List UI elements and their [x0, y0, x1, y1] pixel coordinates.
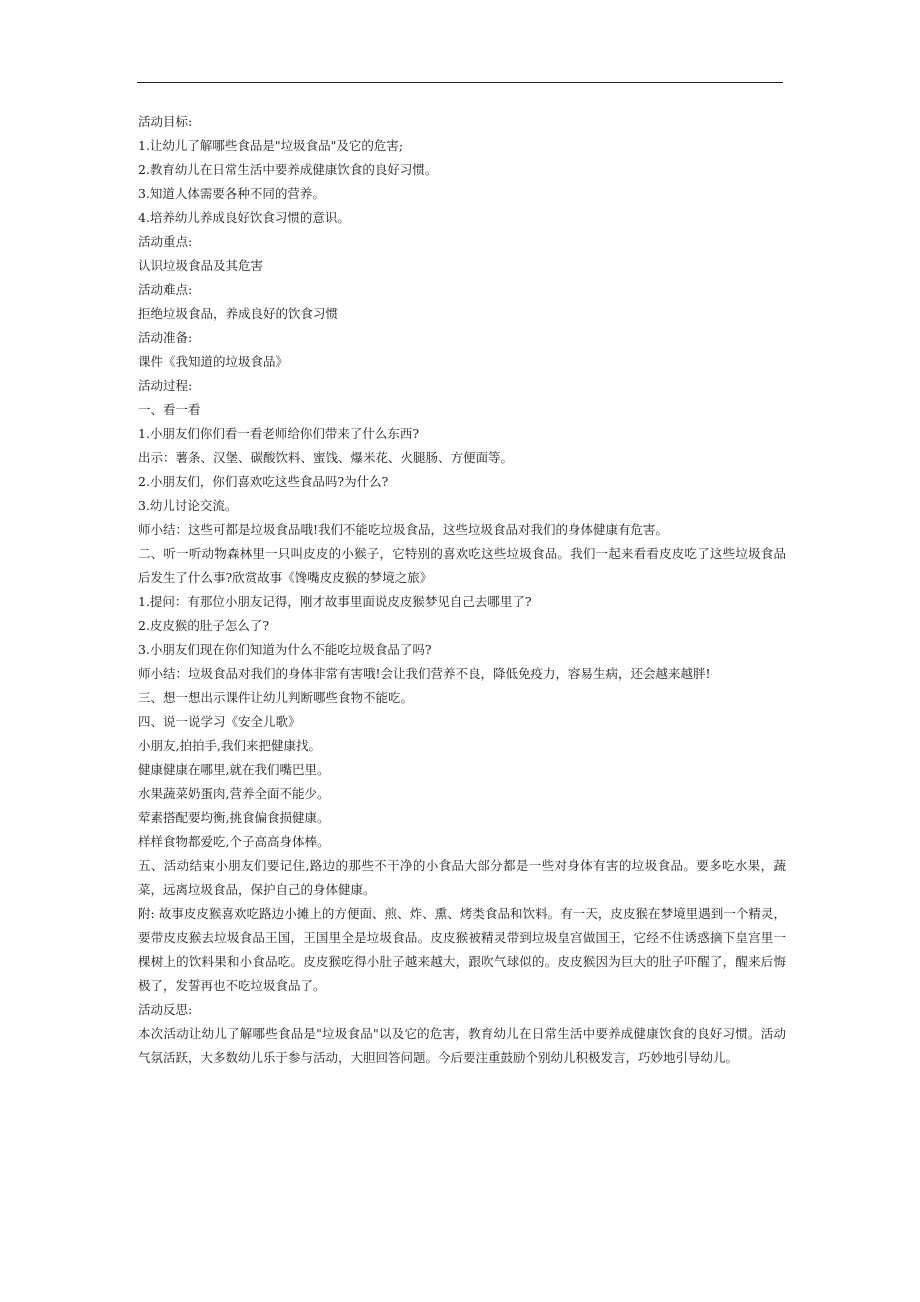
- section-heading: 二、听一听动物森林里一只叫皮皮的小猴子，它特别的喜欢吃这些垃圾食品。我们一起来看看皮皮吃了这些垃圾食品后发生了什么事?欣赏故事《馋嘴皮皮猴的梦境之旅》: [138, 546, 786, 585]
- heading-key-points: 活动重点:: [138, 234, 193, 249]
- process-item: 3.幼儿讨论交流。: [138, 498, 238, 513]
- section-heading: 三、想一想出示课件让幼儿判断哪些食物不能吃。: [138, 690, 414, 705]
- process-item: 1.小朋友们你们看一看老师给你们带来了什么东西?: [138, 426, 420, 441]
- heading-objectives: 活动目标:: [138, 114, 193, 129]
- header-rule: [137, 82, 783, 83]
- section-heading: 一、看一看: [138, 402, 201, 417]
- rhyme-line: 水果蔬菜奶蛋肉,营养全面不能少。: [138, 786, 330, 801]
- heading-difficulty: 活动难点:: [138, 282, 193, 297]
- section-heading: 四、说一说学习《安全儿歌》: [138, 714, 301, 729]
- rhyme-line: 小朋友,拍拍手,我们来把健康找。: [138, 738, 321, 753]
- preparation-text: 课件《我知道的垃圾食品》: [138, 354, 289, 369]
- objective-item: 1.让幼儿了解哪些食品是"垃圾食品"及它的危害;: [138, 138, 404, 153]
- difficulty-text: 拒绝垃圾食品，养成良好的饮食习惯: [138, 306, 339, 321]
- teacher-summary: 师小结：这些可都是垃圾食品哦!我们不能吃垃圾食品，这些垃圾食品对我们的身体健康有危害。: [138, 522, 669, 537]
- heading-reflection: 活动反思:: [138, 1002, 193, 1017]
- process-item: 3.小朋友们现在你们知道为什么不能吃垃圾食品了吗?: [138, 642, 432, 657]
- appendix-story: 附: 故事皮皮猴喜欢吃路边小摊上的方便面、煎、炸、熏、烤类食品和饮料。有一天，皮皮猴在梦境里遇到一个精灵，要带皮皮猴去垃圾食品王国，王国里全是垃圾食品。皮皮猴被精灵带到垃圾皇宫做国王，它经不住诱惑摘下皇宫里一棵树上的饮料果和小食品吃。皮皮猴吃得小肚子越来越大，跟吹气球似的。皮皮猴因为巨大的肚子吓醒了，醒来后悔极了，发誓再也不吃垃圾食品了。: [138, 906, 786, 993]
- process-item: 出示：薯条、汉堡、碳酸饮料、蜜饯、爆米花、火腿肠、方便面等。: [138, 450, 514, 465]
- rhyme-line: 健康健康在哪里,就在我们嘴巴里。: [138, 762, 330, 777]
- teacher-summary: 师小结：垃圾食品对我们的身体非常有害哦!会让我们营养不良，降低免疫力，容易生病，还会越来越胖!: [138, 666, 711, 681]
- key-point-text: 认识垃圾食品及其危害: [138, 258, 264, 273]
- process-item: 2.皮皮猴的肚子怎么了?: [138, 618, 270, 633]
- heading-process: 活动过程:: [138, 378, 193, 393]
- section-heading: 五、活动结束小朋友们要记住,路边的那些不干净的小食品大部分都是一些对身体有害的垃圾食品。要多吃水果，蔬菜，远离垃圾食品，保护自己的身体健康。: [138, 858, 786, 897]
- document-body: [138, 110, 786, 1070]
- heading-preparation: 活动准备:: [138, 330, 193, 345]
- objective-item: 2.教育幼儿在日常生活中要养成健康饮食的良好习惯。: [138, 162, 438, 177]
- rhyme-line: 样样食物都爱吃,个子高高身体棒。: [138, 834, 330, 849]
- process-item: 1.提问：有那位小朋友记得，刚才故事里面说皮皮猴梦见自己去哪里了?: [138, 594, 532, 609]
- process-item: 2.小朋友们，你们喜欢吃这些食品吗?为什么?: [138, 474, 389, 489]
- rhyme-line: 荤素搭配要均衡,挑食偏食损健康。: [138, 810, 330, 825]
- objective-item: 3.知道人体需要各种不同的营养。: [138, 186, 325, 201]
- objective-item: 4.培养幼儿养成良好饮食习惯的意识。: [138, 210, 350, 225]
- reflection-text: 本次活动让幼儿了解哪些食品是"垃圾食品"以及它的危害，教育幼儿在日常生活中要养成健康饮食的良好习惯。活动气氛活跃，大多数幼儿乐于参与活动，大胆回答问题。今后要注重鼓励个别幼儿积极发言，巧妙地引导幼儿。: [138, 1026, 786, 1065]
